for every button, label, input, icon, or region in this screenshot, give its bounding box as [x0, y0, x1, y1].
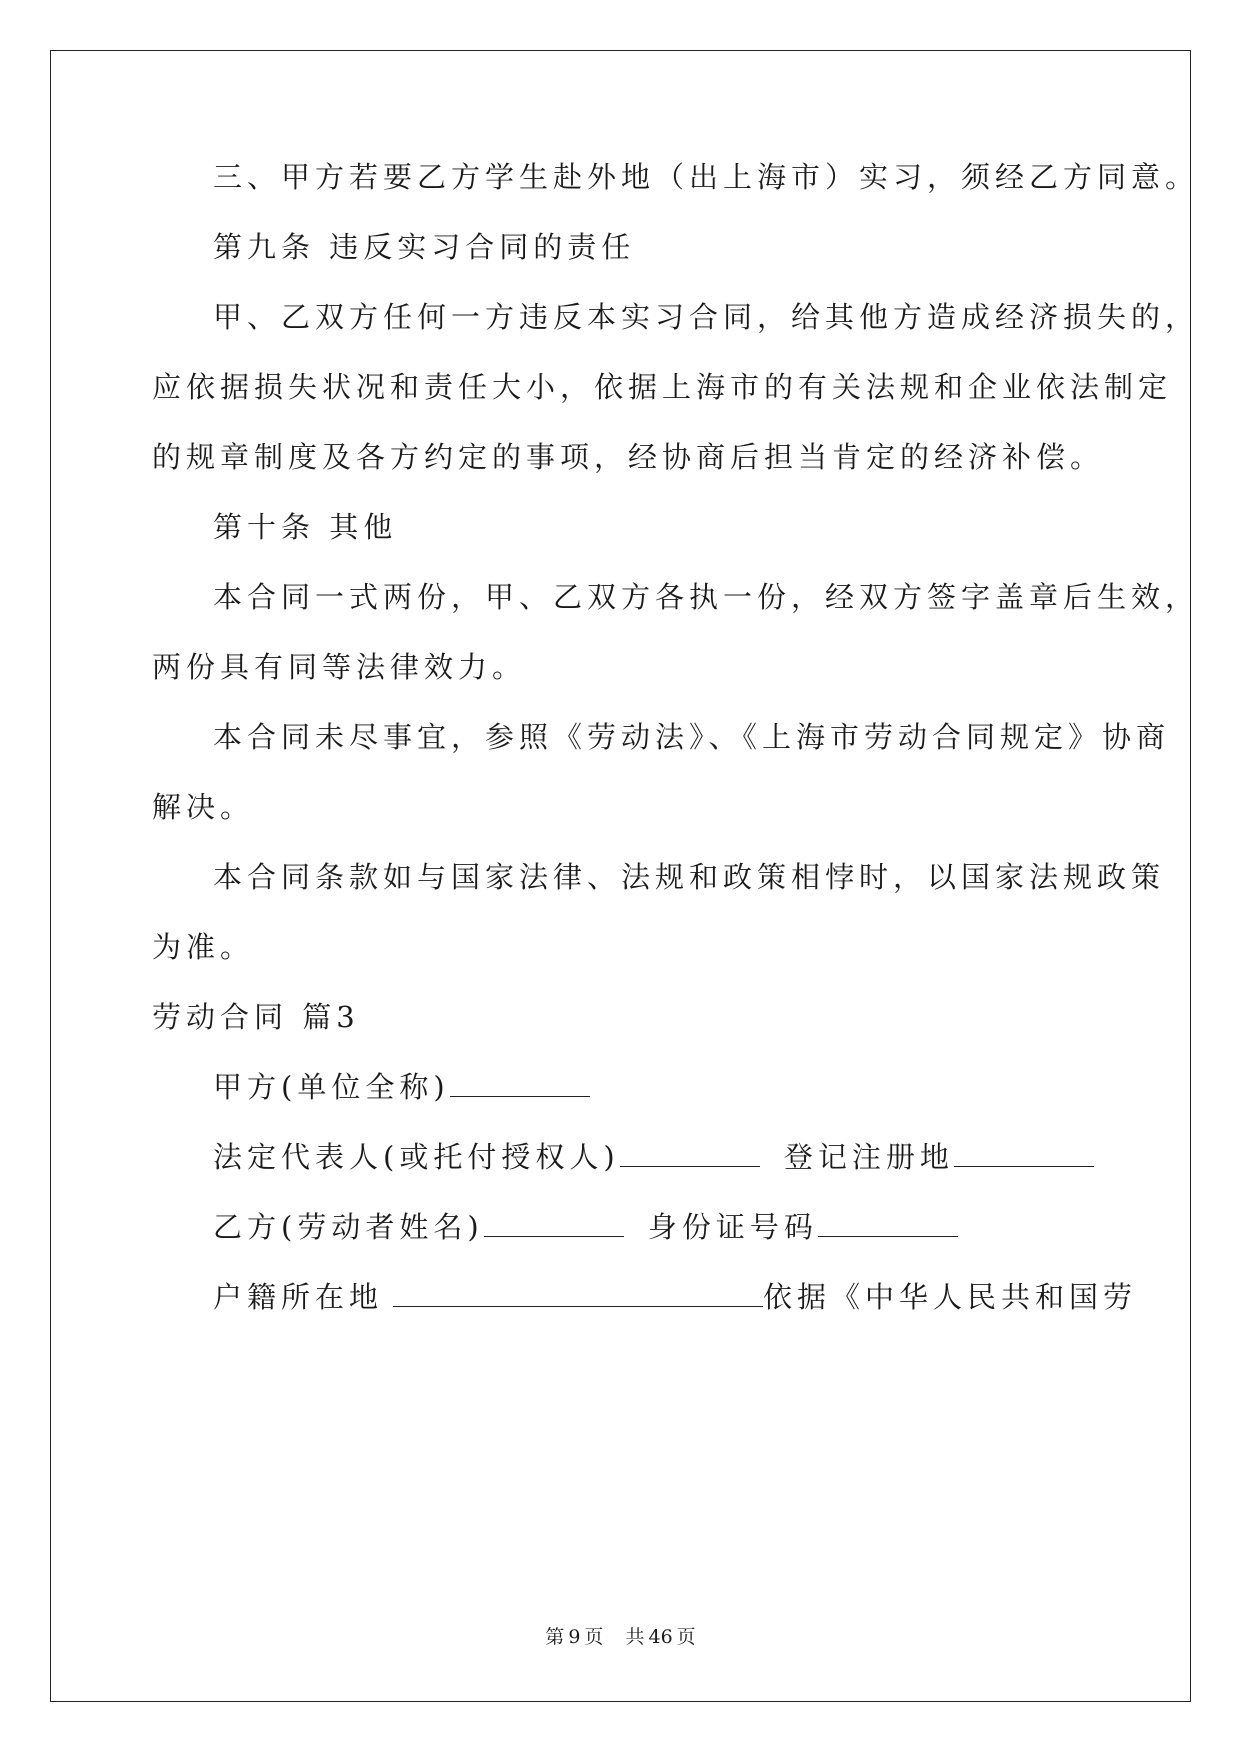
paragraph-line: 本合同未尽事宜，参照《劳动法》、《上海市劳动合同规定》协商 — [213, 720, 1171, 754]
article-10-heading: 第十条 其他 — [213, 510, 398, 544]
legal-rep-label: 法定代表人(或托付授权人) — [213, 1140, 620, 1174]
page-suffix: 页 — [584, 1626, 604, 1648]
paragraph-line: 三、甲方若要乙方学生赴外地（出上海市）实习，须经乙方同意。 — [213, 160, 1200, 194]
paragraph-line: 应依据损失状况和责任大小，依据上海市的有关法规和企业依法制定 — [152, 370, 1173, 404]
page-footer — [0, 1624, 1241, 1650]
section-title: 劳动合同 篇3 — [152, 1000, 360, 1034]
household-row — [213, 1277, 1137, 1317]
page-number: 9 — [568, 1626, 581, 1648]
page-prefix: 第 — [545, 1626, 565, 1648]
party-a-blank — [450, 1068, 590, 1097]
paragraph-line: 本合同一式两份，甲、乙双方各执一份，经双方签字盖章后生效， — [213, 580, 1200, 614]
party-b-blank — [484, 1208, 624, 1237]
party-b-row — [213, 1207, 958, 1247]
registered-address-label: 登记注册地 — [783, 1140, 954, 1174]
household-label: 户籍所在地 — [213, 1280, 384, 1314]
household-blank — [393, 1278, 763, 1307]
paragraph-line: 解决。 — [152, 790, 255, 824]
household-continuation: 依据《中华人民共和国劳 — [763, 1280, 1138, 1314]
registered-address-blank — [954, 1138, 1094, 1167]
party-a-row — [213, 1067, 590, 1107]
paragraph-line: 两份具有同等法律效力。 — [152, 650, 527, 684]
total-suffix: 页 — [676, 1626, 696, 1648]
paragraph-line: 甲、乙双方任何一方违反本实习合同，给其他方造成经济损失的， — [213, 300, 1200, 334]
legal-rep-row — [213, 1137, 1094, 1177]
id-number-blank — [818, 1208, 958, 1237]
id-number-label: 身份证号码 — [647, 1210, 818, 1244]
total-pages: 46 — [648, 1626, 673, 1648]
party-b-label: 乙方(劳动者姓名) — [213, 1210, 484, 1244]
total-prefix: 共 — [625, 1626, 645, 1648]
article-9-heading: 第九条 违反实习合同的责任 — [213, 230, 636, 264]
party-a-label: 甲方(单位全称) — [213, 1070, 450, 1104]
legal-rep-blank — [620, 1138, 760, 1167]
paragraph-line: 的规章制度及各方约定的事项，经协商后担当肯定的经济补偿。 — [152, 440, 1105, 474]
paragraph-line: 本合同条款如与国家法律、法规和政策相悖时，以国家法规政策 — [213, 860, 1166, 894]
paragraph-line: 为准。 — [152, 930, 255, 964]
